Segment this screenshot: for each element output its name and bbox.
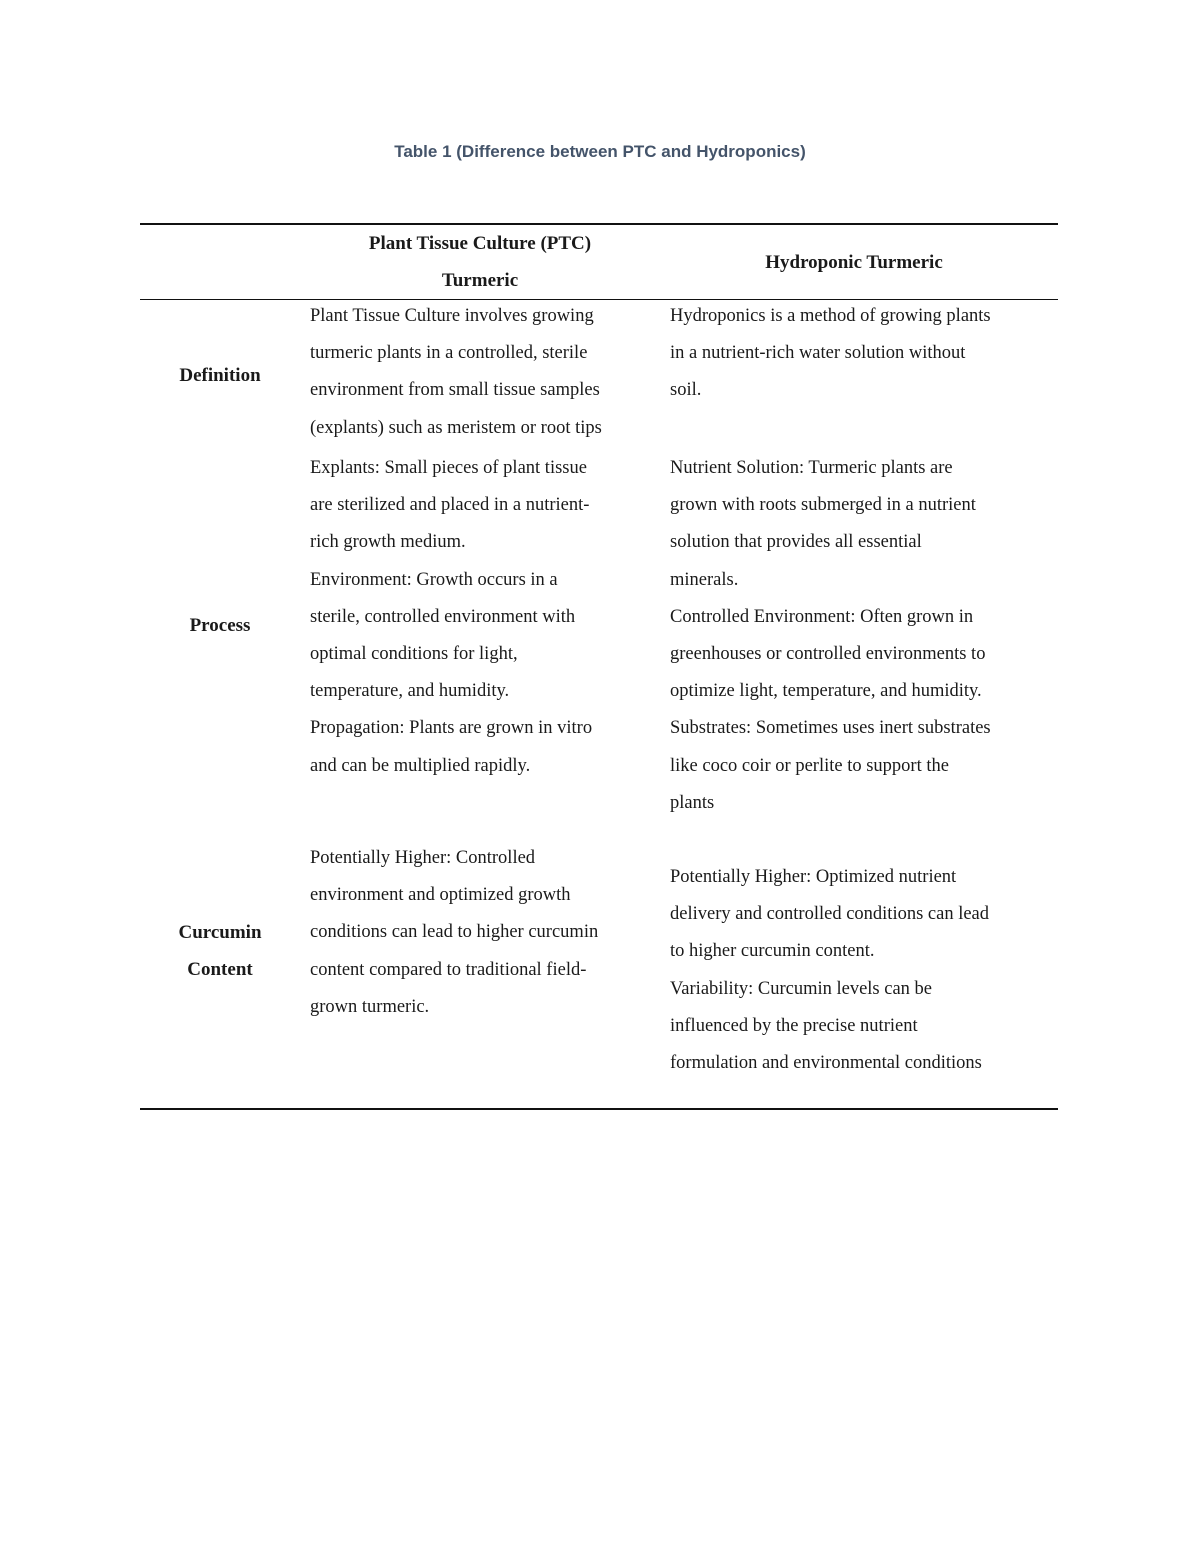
cell-line: Propagation: Plants are grown in vitro [310,718,593,739]
cell-line: grown turmeric. [310,996,430,1017]
header-ptc-cell [300,225,660,299]
cell-line: plants [670,792,715,813]
cell-line: sterile, controlled environment with [310,606,576,627]
curcumin-ptc-cell [300,824,670,1108]
cell-line: environment and optimized growth [310,885,571,906]
process-ptc-cell [300,450,670,824]
row-label-text: Process [189,614,251,636]
cell-line: solution that provides all essential [670,532,922,553]
cell-line: Hydroponics is a method of growing plants [670,306,991,326]
cell-line: optimal conditions for light, [310,644,518,665]
cell-line: Potentially Higher: Optimized nutrient [670,867,957,887]
row-label-text: Content [187,959,253,980]
header-hydro-cell: Hydroponic Turmeric [765,251,943,273]
cell-line: delivery and controlled conditions can lead [670,904,990,925]
cell-line: Plant Tissue Culture involves growing [310,306,594,326]
definition-hydro-cell [670,298,1058,450]
cell-line: optimize light, temperature, and humidity. [670,681,982,702]
cell-line: (explants) such as meristem or root tips [310,417,602,438]
cell-line: Controlled Environment: Often grown in [670,606,974,627]
cell-line: temperature, and humidity. [310,681,510,702]
row-label-text: Definition [179,364,261,386]
cell-line: Environment: Growth occurs in a [310,569,558,590]
cell-line: in a nutrient-rich water solution without [670,343,966,364]
cell-line: soil. [670,380,702,401]
cell-line: formulation and environmental conditions [670,1053,982,1074]
curcumin-hydro-cell [670,824,1058,1108]
cell-line: greenhouses or controlled environments to [670,644,986,665]
cell-line: turmeric plants in a controlled, sterile [310,343,588,364]
cell-line: like coco coir or perlite to support the [670,755,949,776]
cell-line: to higher curcumin content. [670,941,875,962]
cell-line: Nutrient Solution: Turmeric plants are [670,458,953,478]
cell-line: content compared to traditional field- [310,959,587,980]
cell-line: grown with roots submerged in a nutrient [670,495,976,516]
table-header-row [140,225,1058,300]
header-blank-cell [140,225,300,299]
cell-line: conditions can lead to higher curcumin [310,922,599,943]
cell-line: environment from small tissue samples [310,380,600,401]
table-row-curcumin-content [140,824,1058,1108]
cell-line: Substrates: Sometimes uses inert substrates [670,718,991,739]
process-hydro-cell [670,450,1058,824]
cell-line: minerals. [670,569,739,590]
table-caption: Table 1 (Difference between PTC and Hydroponics) [394,142,806,161]
header-ptc-line2: Turmeric [441,270,519,291]
cell-line: Explants: Small pieces of plant tissue [310,458,587,478]
row-label-process [140,426,300,824]
cell-line: Variability: Curcumin levels can be [670,978,933,999]
comparison-table [140,223,1058,1110]
table-row-process [140,450,1058,824]
row-label-curcumin-content [140,794,300,1108]
cell-line: rich growth medium. [310,532,466,553]
cell-line: Potentially Higher: Controlled [310,848,536,868]
header-ptc-line1: Plant Tissue Culture (PTC) [368,233,592,254]
definition-ptc-cell [300,298,670,450]
cell-line: and can be multiplied rapidly. [310,755,531,776]
row-label-text: Curcumin [178,922,262,943]
cell-line: are sterilized and placed in a nutrient- [310,495,590,516]
cell-line: influenced by the precise nutrient [670,1015,918,1036]
